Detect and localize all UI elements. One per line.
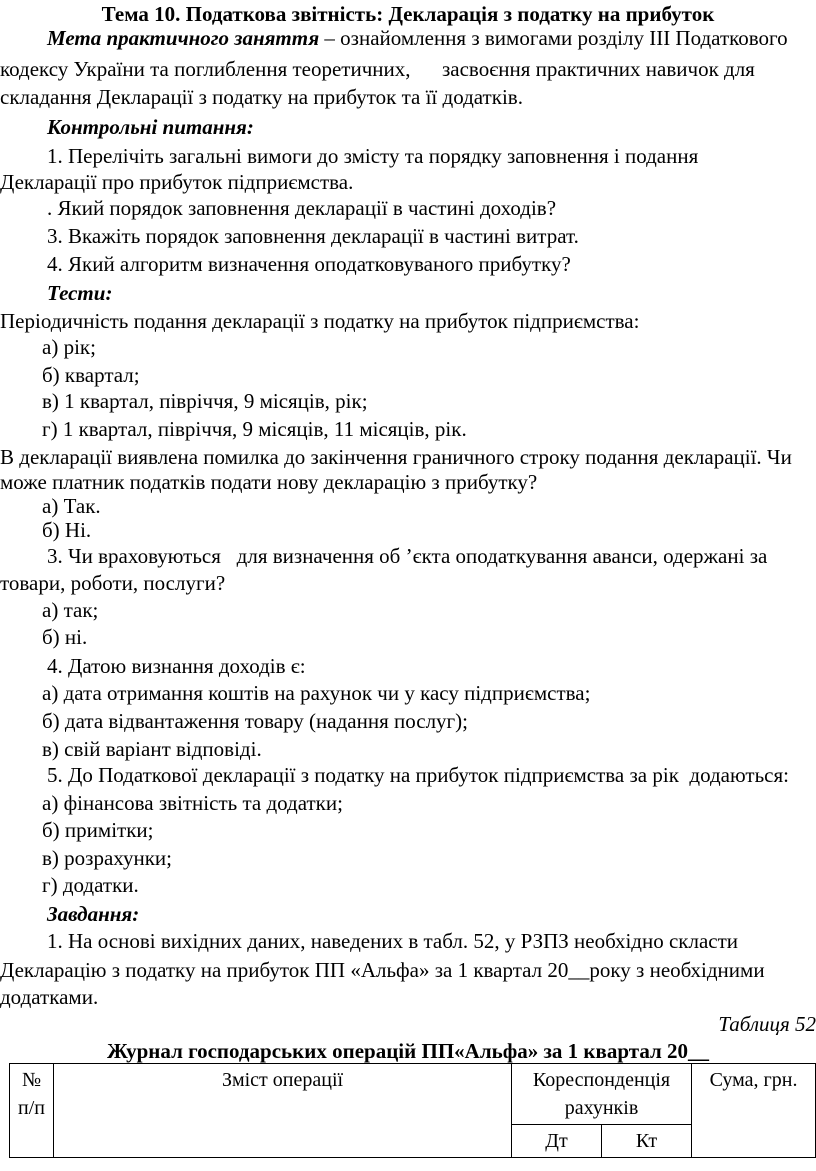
test-1-option-c: в) 1 квартал, півріччя, 9 місяців, рік; xyxy=(42,389,368,413)
page-title: Тема 10. Податкова звітність: Декларація з податку на прибуток xyxy=(101,2,715,26)
test-3-question-a: 3. Чи враховуються для визначення об ’єкта оподаткування аванси, одержані за xyxy=(47,544,768,568)
test-1-option-b: б) квартал; xyxy=(42,363,140,387)
control-heading: Контрольні питання: xyxy=(47,115,254,139)
goal-dash: – xyxy=(319,26,341,50)
test-2-question-b: може платник податків подати нову декларацію з прибутку? xyxy=(0,470,538,494)
header-sum: Сума, грн. xyxy=(692,1064,816,1158)
table-header-row xyxy=(10,1064,816,1125)
control-question-2: . Який порядок заповнення декларації в частині доходів? xyxy=(47,196,557,220)
test-3-question-b: товари, роботи, послуги? xyxy=(0,571,226,595)
header-credit: Кт xyxy=(602,1125,692,1158)
control-question-4: 4. Який алгоритм визначення оподатковуваного прибутку? xyxy=(47,252,571,276)
test-5-option-a: а) фінансова звітність та додатки; xyxy=(42,791,343,815)
test-2-option-b: б) Ні. xyxy=(42,518,92,542)
control-question-3: 3. Вкажіть порядок заповнення декларації в частині витрат. xyxy=(47,224,579,248)
header-correspondence: Кореспонденція рахунків xyxy=(512,1064,692,1125)
table-title: Журнал господарських операцій ПП«Альфа» за 1 квартал 20__ xyxy=(106,1039,710,1063)
task-line-2: Декларацію з податку на прибуток ПП «Альфа» за 1 квартал 20__року з необхідними xyxy=(0,958,765,982)
task-line-3: додатками. xyxy=(0,985,99,1009)
goal-label: Мета практичного заняття xyxy=(47,26,320,50)
test-5-question: 5. До Податкової декларації з податку на прибуток підприємства за рік додаються: xyxy=(47,763,789,787)
goal-line-1 xyxy=(47,26,788,50)
test-4-option-a: а) дата отримання коштів на рахунок чи у касу підприємства; xyxy=(42,681,591,705)
test-4-option-c: в) свій варіант відповіді. xyxy=(42,737,262,761)
test-1-option-a: а) рік; xyxy=(42,335,96,359)
test-2-option-a: а) Так. xyxy=(42,494,101,518)
test-4-question: 4. Датою визнання доходів є: xyxy=(47,654,306,678)
table-label: Таблиця 52 xyxy=(718,1012,816,1036)
task-heading: Завдання: xyxy=(47,902,140,926)
goal-line-2: кодексу України та поглиблення теоретичних, засвоєння практичних навичок для xyxy=(0,57,755,81)
test-5-option-c: в) розрахунки; xyxy=(42,846,172,870)
goal-text: ознайомлення з вимогами розділу ІІІ Податкового xyxy=(340,26,788,50)
test-5-option-d: г) додатки. xyxy=(42,873,139,897)
test-5-option-b: б) примітки; xyxy=(42,818,154,842)
control-question-1a: 1. Перелічіть загальні вимоги до змісту та порядку заповнення і подання xyxy=(47,144,699,168)
test-2-question-a: В декларації виявлена помилка до закінчення граничного строку подання декларації. Чи xyxy=(0,445,792,469)
test-3-option-b: б) ні. xyxy=(42,625,88,649)
control-question-1b: Декларації про прибуток підприємства. xyxy=(0,170,354,194)
header-number: № п/п xyxy=(10,1064,54,1158)
tests-heading: Тести: xyxy=(47,281,113,305)
task-line-1: 1. На основі вихідних даних, наведених в табл. 52, у РЗПЗ необхідно скласти xyxy=(47,929,739,953)
test-3-option-a: а) так; xyxy=(42,598,99,622)
journal-table xyxy=(9,1063,816,1158)
goal-line-3: складання Декларації з податку на прибуток та її додатків. xyxy=(0,85,523,109)
test-4-option-b: б) дата відвантаження товару (надання послуг); xyxy=(42,709,468,733)
test-1-question: Періодичність подання декларації з податку на прибуток підприємства: xyxy=(0,309,640,333)
header-content: Зміст операції xyxy=(54,1064,512,1158)
test-1-option-d: г) 1 квартал, півріччя, 9 місяців, 11 місяців, рік. xyxy=(42,417,467,441)
header-debit: Дт xyxy=(512,1125,602,1158)
